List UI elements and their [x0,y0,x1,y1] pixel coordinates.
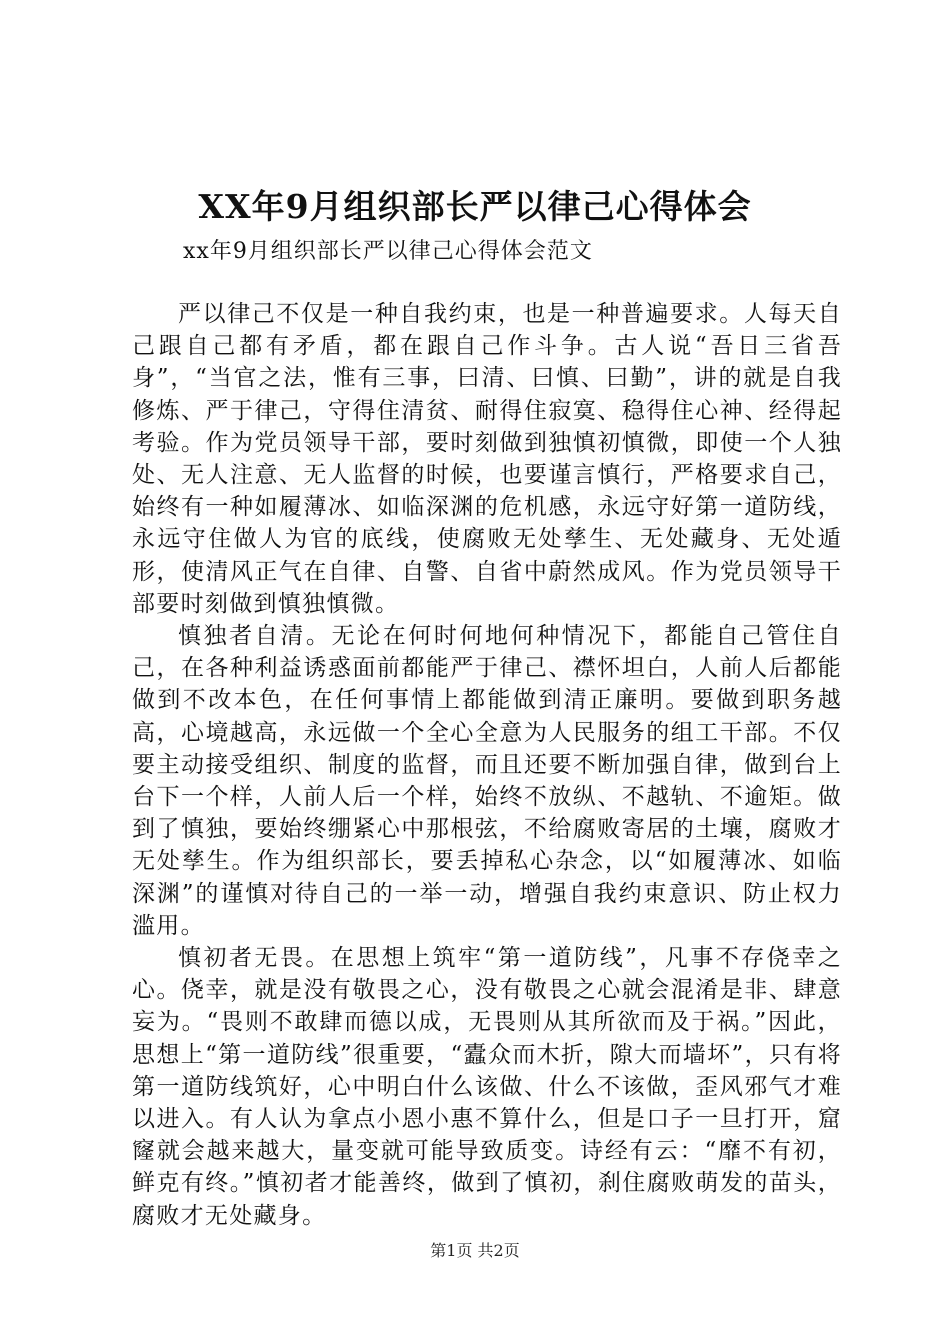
document-subtitle: xx年9月组织部长严以律己心得体会范文 [183,239,593,264]
page-number-footer: 第1页 共2页 [430,1241,520,1260]
paragraph-3: 慎初者无畏。在思想上筑牢“第一道防线”，凡事不存侥幸之心。侥幸，就是没有敬畏之心，没有敬畏之心就会混淆是非、肆意妄为。“畏则不敢肆而德以成，无畏则从其所欲而及于祸。”因此，思想上“第一道防线”很重要，“蠹众而木折，隙大而墙坏”，只有将第一道防线筑好，心中明白什么该做、什么不该做，歪风邪气才难以进入。有人认为拿点小恩小惠不算什么，但是口子一旦打开，窟窿就会越来越大，量变就可能导致质变。诗经有云：“靡不有初，鲜克有终。”慎初者才能善终，做到了慎初，刹住腐败萌发的苗头，腐败才无处藏身。 [132,945,842,1229]
paragraph-1: 严以律己不仅是一种自我约束，也是一种普遍要求。人每天自己跟自己都有矛盾，都在跟自己作斗争。古人说“吾日三省吾身”，“当官之法，惟有三事，曰清、曰慎、曰勤”，讲的就是自我修炼、严于律己，守得住清贫、耐得住寂寞、稳得住心神、经得起考验。作为党员领导干部，要时刻做到独慎初慎微，即使一个人独处、无人注意、无人监督的时候，也要谨言慎行，严格要求自己，始终有一种如履薄冰、如临深渊的危机感，永远守好第一道防线，永远守住做人为官的底线，使腐败无处孳生、无处藏身、无处遁形，使清风正气在自律、自警、自省中蔚然成风。作为党员领导干部要时刻做到慎独慎微。 [132,301,842,617]
document-body [132,298,842,1232]
document-title: XX年9月组织部长严以律己心得体会 [198,187,752,226]
paragraph-2: 慎独者自清。无论在何时何地何种情况下，都能自己管住自己，在各种利益诱惑面前都能严于律己、襟怀坦白，人前人后都能做到不改本色，在任何事情上都能做到清正廉明。要做到职务越高，心境越高，永远做一个全心全意为人民服务的组工干部。不仅要主动接受组织、制度的监督，而且还要不断加强自律，做到台上台下一个样，人前人后一个样，始终不放纵、不越轨、不逾矩。做到了慎独，要始终绷紧心中那根弦，不给腐败寄居的土壤，腐败才无处孳生。作为组织部长，要丢掉私心杂念，以“如履薄冰、如临深渊”的谨慎对待自己的一举一动，增强自我约束意识、防止权力滥用。 [132,623,842,939]
